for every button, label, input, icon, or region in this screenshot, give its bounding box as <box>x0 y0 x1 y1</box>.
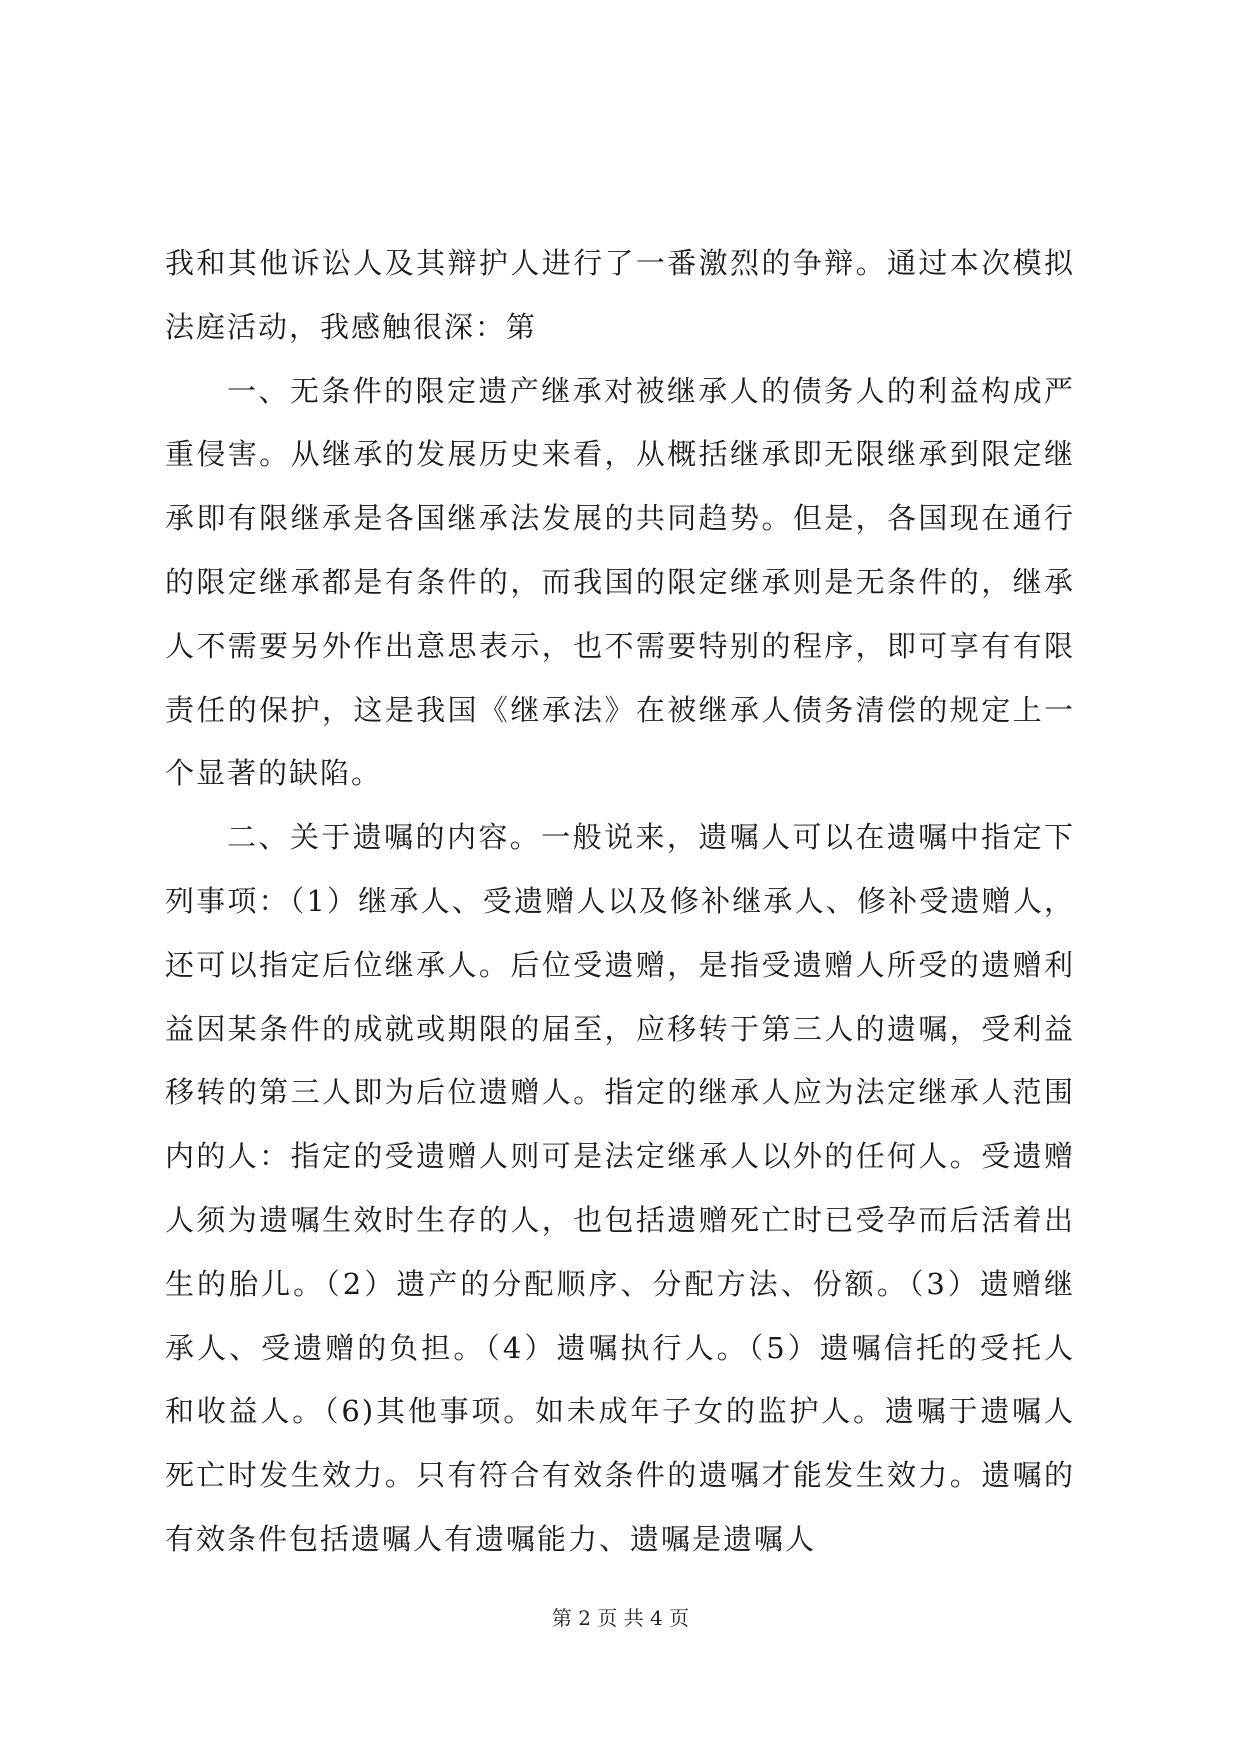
document-body <box>165 232 1075 1572</box>
paragraph-point-one: 一、无条件的限定遗产继承对被继承人的债务人的利益构成严重侵害。从继承的发展历史来看，从概括继承即无限继承到限定继承即有限继承是各国继承法发展的共同趋势。但是，各国现在通行的限定继承都是有条件的，而我国的限定继承则是无条件的，继承人不需要另外作出意思表示，也不需要特别的程序，即可享有有限责任的保护，这是我国《继承法》在被继承人债务清偿的规定上一个显著的缺陷。 <box>165 373 1075 791</box>
paragraph-intro: 我和其他诉讼人及其辩护人进行了一番激烈的争辩。通过本次模拟法庭活动，我感触很深：第 <box>165 246 1075 344</box>
paragraph-point-two: 二、关于遗嘱的内容。一般说来，遗嘱人可以在遗嘱中指定下列事项：（1）继承人、受遗赠人以及修补继承人、修补受遗赠人，还可以指定后位继承人。后位受遗赠，是指受遗赠人所受的遗赠利益因某条件的成就或期限的届至，应移转于第三人的遗嘱，受利益移转的第三人即为后位遗赠人。指定的继承人应为法定继承人范围内的人：指定的受遗赠人则可是法定继承人以外的任何人。受遗赠人须为遗嘱生效时生存的人，也包括遗赠死亡时已受孕而后活着出生的胎儿。（2）遗产的分配顺序、分配方法、份额。（3）遗赠继承人、受遗赠的负担。（4）遗嘱执行人。（5）遗嘱信托的受托人和收益人。（6)其他事项。如未成年子女的监护人。遗嘱于遗嘱人死亡时发生效力。只有符合有效条件的遗嘱才能发生效力。遗嘱的有效条件包括遗嘱人有遗嘱能力、遗嘱是遗嘱人 <box>165 820 1075 1556</box>
page-number-footer: 第 2 页 共 4 页 <box>551 1606 690 1630</box>
